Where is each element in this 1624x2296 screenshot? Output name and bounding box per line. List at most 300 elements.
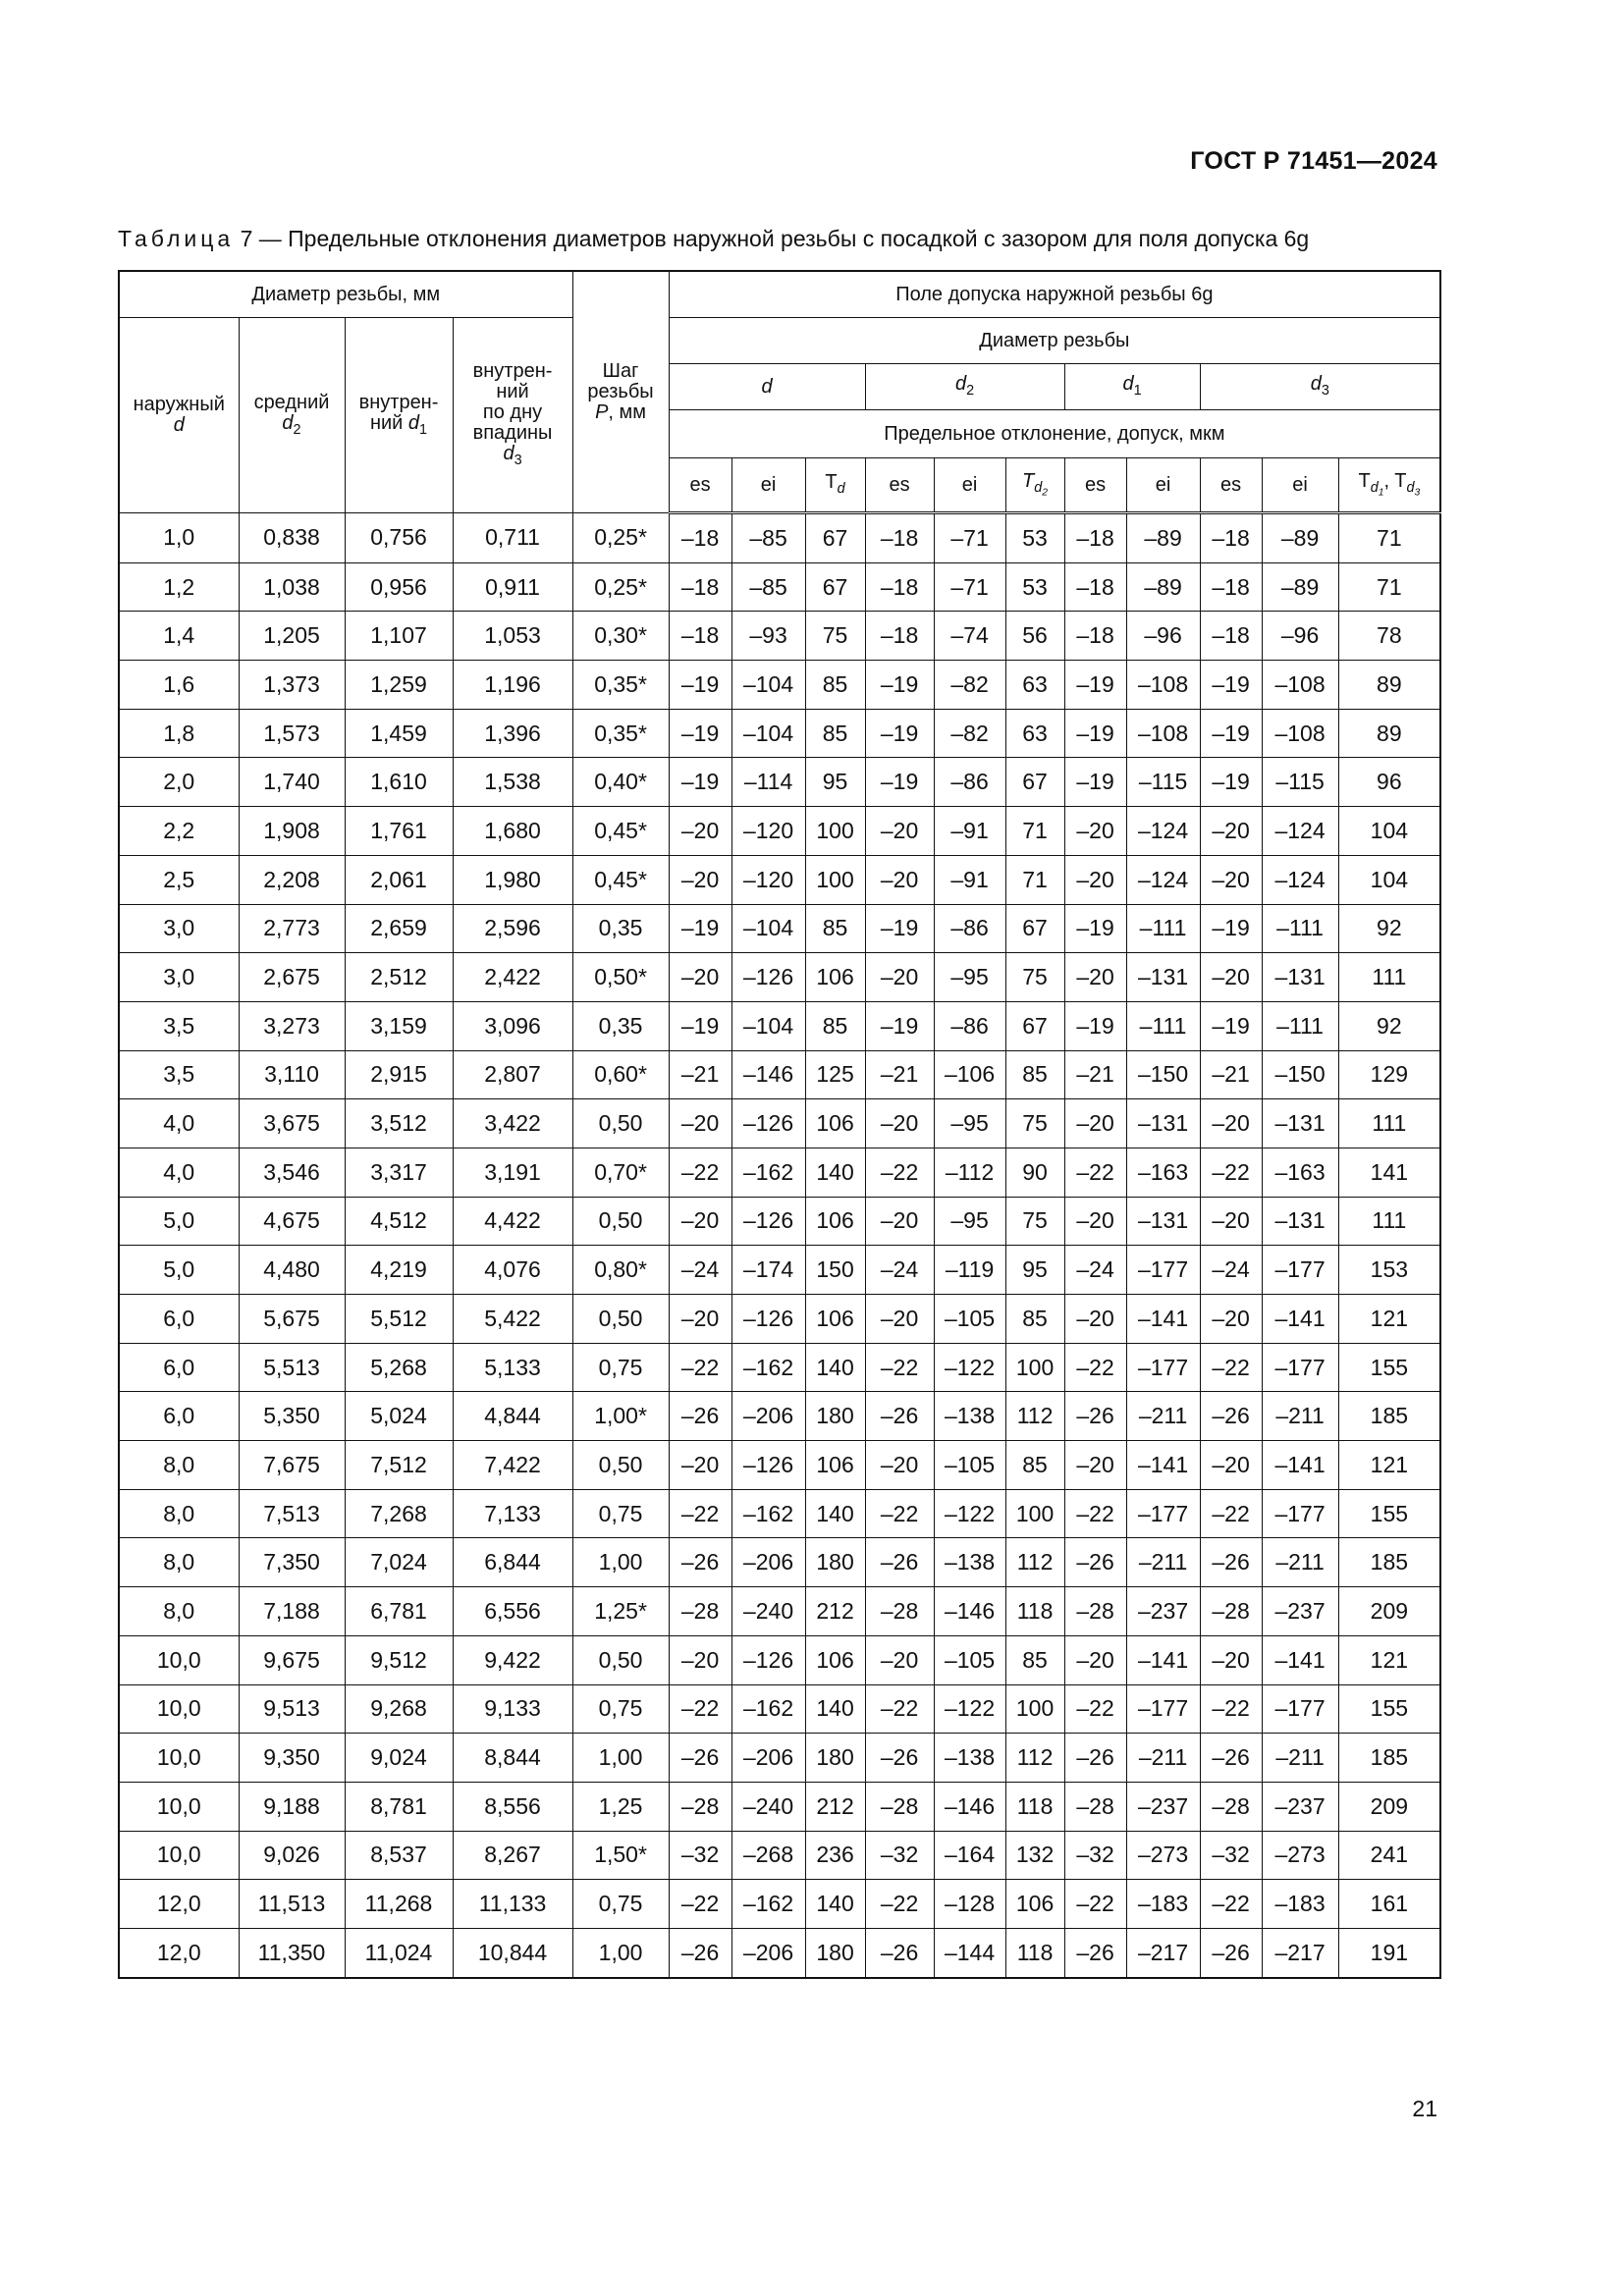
table-cell: 71	[1338, 562, 1440, 612]
table-cell: 185	[1338, 1392, 1440, 1441]
table-cell: –20	[669, 1099, 731, 1148]
table-cell: 121	[1338, 1441, 1440, 1490]
table-cell: 1,00	[572, 1928, 669, 1977]
table-cell: –20	[865, 1295, 934, 1344]
table-cell: –20	[865, 807, 934, 856]
table-cell: 85	[1005, 1635, 1064, 1684]
table-cell: –20	[1200, 1197, 1262, 1246]
table-cell: 0,45*	[572, 855, 669, 904]
table-cell: –22	[865, 1148, 934, 1197]
table-cell: –28	[1064, 1782, 1126, 1831]
table-cell: 67	[1005, 758, 1064, 807]
table-cell: 1,740	[239, 758, 345, 807]
table-cell: 1,259	[345, 661, 453, 710]
table-cell: 3,0	[119, 953, 239, 1002]
table-cell: –163	[1126, 1148, 1200, 1197]
table-cell: 155	[1338, 1489, 1440, 1538]
table-cell: –18	[1064, 562, 1126, 612]
table-cell: –19	[1064, 661, 1126, 710]
table-cell: –22	[669, 1880, 731, 1929]
table-row	[119, 953, 1440, 1002]
table-cell: –108	[1126, 661, 1200, 710]
table-cell: –89	[1126, 562, 1200, 612]
table-cell: 7,133	[453, 1489, 572, 1538]
table-cell: 1,573	[239, 709, 345, 758]
header-ei-d: ei	[731, 458, 805, 513]
header-col-d3: $d_3$	[1200, 364, 1440, 410]
table-cell: 5,024	[345, 1392, 453, 1441]
table-cell: 4,0	[119, 1099, 239, 1148]
header-tolerance-field: Поле допуска наружной резьбы 6g	[669, 271, 1440, 318]
table-cell: 9,513	[239, 1684, 345, 1734]
table-cell: 8,0	[119, 1441, 239, 1490]
table-cell: –105	[934, 1295, 1005, 1344]
table-cell: 7,422	[453, 1441, 572, 1490]
table-cell: –105	[934, 1635, 1005, 1684]
table-cell: 1,8	[119, 709, 239, 758]
table-cell: 1,761	[345, 807, 453, 856]
table-cell: 10,0	[119, 1831, 239, 1880]
table-cell: 12,0	[119, 1880, 239, 1929]
table-cell: 92	[1338, 904, 1440, 953]
table-cell: 1,6	[119, 661, 239, 710]
table-cell: –126	[731, 1295, 805, 1344]
table-cell: –131	[1262, 953, 1338, 1002]
table-cell: 3,512	[345, 1099, 453, 1148]
table-cell: 5,0	[119, 1197, 239, 1246]
table-cell: 96	[1338, 758, 1440, 807]
table-cell: –122	[934, 1489, 1005, 1538]
table-cell: 10,0	[119, 1635, 239, 1684]
table-cell: 4,512	[345, 1197, 453, 1246]
table-cell: –108	[1262, 661, 1338, 710]
table-cell: 100	[1005, 1343, 1064, 1392]
table-cell: –20	[1200, 807, 1262, 856]
table-cell: 1,50*	[572, 1831, 669, 1880]
table-cell: –237	[1262, 1587, 1338, 1636]
table-cell: 11,268	[345, 1880, 453, 1929]
table-cell: –18	[1064, 513, 1126, 563]
table-cell: 7,350	[239, 1538, 345, 1587]
table-cell: –26	[669, 1538, 731, 1587]
table-cell: 1,373	[239, 661, 345, 710]
table-caption	[118, 226, 1443, 252]
table-cell: 1,2	[119, 562, 239, 612]
table-cell: 5,0	[119, 1246, 239, 1295]
table-cell: 1,908	[239, 807, 345, 856]
table-cell: 1,25*	[572, 1587, 669, 1636]
table-cell: 8,556	[453, 1782, 572, 1831]
table-cell: –32	[669, 1831, 731, 1880]
header-outer: наружный d	[119, 318, 239, 513]
table-cell: –20	[1200, 1099, 1262, 1148]
table-cell: –138	[934, 1392, 1005, 1441]
table-cell: –268	[731, 1831, 805, 1880]
table-cell: –20	[865, 1099, 934, 1148]
table-cell: 5,133	[453, 1343, 572, 1392]
table-cell: 6,0	[119, 1392, 239, 1441]
table-cell: 7,268	[345, 1489, 453, 1538]
table-cell: –18	[1200, 562, 1262, 612]
table-cell: 67	[1005, 1001, 1064, 1050]
table-cell: 11,024	[345, 1928, 453, 1977]
table-cell: 2,2	[119, 807, 239, 856]
table-cell: –19	[865, 709, 934, 758]
table-cell: 67	[805, 562, 865, 612]
table-cell: –111	[1126, 1001, 1200, 1050]
table-cell: –26	[1064, 1734, 1126, 1783]
table-row	[119, 1099, 1440, 1148]
table-cell: 2,061	[345, 855, 453, 904]
table-cell: –138	[934, 1538, 1005, 1587]
table-cell: –22	[1064, 1684, 1126, 1734]
table-cell: 0,50	[572, 1441, 669, 1490]
header-thread-diameter: Диаметр резьбы	[669, 318, 1440, 364]
table-cell: –19	[865, 904, 934, 953]
table-cell: –126	[731, 1441, 805, 1490]
table-cell: 95	[805, 758, 865, 807]
table-cell: –19	[1200, 1001, 1262, 1050]
table-cell: –26	[669, 1392, 731, 1441]
table-row	[119, 1782, 1440, 1831]
table-cell: –26	[669, 1734, 731, 1783]
table-cell: 106	[805, 1099, 865, 1148]
table-cell: 7,188	[239, 1587, 345, 1636]
table-row	[119, 562, 1440, 612]
table-cell: 3,422	[453, 1099, 572, 1148]
table-cell: 0,60*	[572, 1050, 669, 1099]
thread-tolerance-table	[118, 270, 1441, 1979]
header-col-d2: $d_2$	[865, 364, 1064, 410]
table-row	[119, 1295, 1440, 1344]
table-cell: –26	[1064, 1392, 1126, 1441]
table-cell: 140	[805, 1489, 865, 1538]
table-cell: –22	[865, 1684, 934, 1734]
table-cell: –177	[1262, 1343, 1338, 1392]
table-cell: –124	[1126, 807, 1200, 856]
table-cell: 0,75	[572, 1684, 669, 1734]
table-cell: –211	[1126, 1538, 1200, 1587]
table-cell: 1,00	[572, 1734, 669, 1783]
table-cell: –22	[1200, 1489, 1262, 1538]
header-td2: $T_{d_2}$	[1005, 458, 1064, 513]
table-cell: –82	[934, 709, 1005, 758]
table-cell: –162	[731, 1489, 805, 1538]
table-cell: 8,267	[453, 1831, 572, 1880]
table-row	[119, 1831, 1440, 1880]
table-cell: 3,546	[239, 1148, 345, 1197]
table-cell: –183	[1126, 1880, 1200, 1929]
table-row	[119, 1001, 1440, 1050]
table-cell: –19	[1064, 709, 1126, 758]
table-cell: 0,956	[345, 562, 453, 612]
header-inner-root: внутрен- ний по дну впадины $d_3$	[453, 318, 572, 513]
table-cell: –71	[934, 562, 1005, 612]
table-cell: 0,50	[572, 1099, 669, 1148]
table-cell: –22	[1200, 1684, 1262, 1734]
table-cell: –20	[669, 1197, 731, 1246]
table-cell: –20	[669, 953, 731, 1002]
table-cell: –26	[865, 1538, 934, 1587]
table-cell: 0,75	[572, 1343, 669, 1392]
table-cell: 1,980	[453, 855, 572, 904]
table-cell: –237	[1126, 1587, 1200, 1636]
table-cell: –115	[1126, 758, 1200, 807]
table-cell: –22	[1200, 1343, 1262, 1392]
table-cell: –20	[1064, 1295, 1126, 1344]
table-cell: –19	[865, 758, 934, 807]
table-cell: –126	[731, 953, 805, 1002]
table-cell: –21	[865, 1050, 934, 1099]
table-cell: 209	[1338, 1587, 1440, 1636]
table-cell: 118	[1005, 1782, 1064, 1831]
table-cell: –95	[934, 1197, 1005, 1246]
table-cell: 1,00*	[572, 1392, 669, 1441]
table-cell: 5,268	[345, 1343, 453, 1392]
table-cell: –20	[865, 1197, 934, 1246]
table-cell: 106	[1005, 1880, 1064, 1929]
table-cell: 1,538	[453, 758, 572, 807]
table-cell: 53	[1005, 513, 1064, 563]
table-cell: –126	[731, 1197, 805, 1246]
table-cell: –240	[731, 1587, 805, 1636]
header-diameter-group: Диаметр резьбы, мм	[119, 271, 572, 318]
table-cell: –128	[934, 1880, 1005, 1929]
table-cell: 2,915	[345, 1050, 453, 1099]
table-cell: 112	[1005, 1392, 1064, 1441]
table-cell: 6,781	[345, 1587, 453, 1636]
table-cell: 75	[1005, 1197, 1064, 1246]
table-cell: –18	[669, 513, 731, 563]
table-cell: –19	[1200, 904, 1262, 953]
table-row	[119, 1489, 1440, 1538]
table-cell: 95	[1005, 1246, 1064, 1295]
table-cell: 111	[1338, 1099, 1440, 1148]
table-row	[119, 904, 1440, 953]
table-cell: –18	[865, 612, 934, 661]
table-row	[119, 661, 1440, 710]
table-cell: 4,480	[239, 1246, 345, 1295]
table-cell: –18	[1200, 612, 1262, 661]
table-cell: –162	[731, 1880, 805, 1929]
header-col-d: d	[669, 364, 865, 410]
table-cell: 1,25	[572, 1782, 669, 1831]
table-cell: –111	[1262, 1001, 1338, 1050]
header-td1-td3: $T_{d_1}$, $T_{d_3}$	[1338, 458, 1440, 513]
header-ei-d3: ei	[1262, 458, 1338, 513]
table-cell: –106	[934, 1050, 1005, 1099]
table-cell: –111	[1262, 904, 1338, 953]
table-cell: –211	[1126, 1392, 1200, 1441]
table-cell: 9,024	[345, 1734, 453, 1783]
table-cell: 4,076	[453, 1246, 572, 1295]
table-row	[119, 807, 1440, 856]
table-cell: 125	[805, 1050, 865, 1099]
table-cell: –19	[1200, 661, 1262, 710]
table-cell: 0,35*	[572, 709, 669, 758]
table-cell: –22	[1064, 1343, 1126, 1392]
table-cell: 3,5	[119, 1001, 239, 1050]
table-cell: –18	[1064, 612, 1126, 661]
table-cell: 5,422	[453, 1295, 572, 1344]
table-cell: –28	[669, 1587, 731, 1636]
table-cell: 185	[1338, 1538, 1440, 1587]
table-cell: 106	[805, 1295, 865, 1344]
table-cell: 100	[1005, 1489, 1064, 1538]
table-cell: 236	[805, 1831, 865, 1880]
table-cell: –22	[1064, 1880, 1126, 1929]
table-cell: –19	[669, 758, 731, 807]
table-cell: 89	[1338, 661, 1440, 710]
table-cell: –177	[1262, 1489, 1338, 1538]
table-cell: –20	[1064, 1197, 1126, 1246]
table-cell: 0,80*	[572, 1246, 669, 1295]
table-cell: –26	[865, 1392, 934, 1441]
table-cell: 7,675	[239, 1441, 345, 1490]
table-cell: 3,5	[119, 1050, 239, 1099]
table-cell: –24	[1064, 1246, 1126, 1295]
table-cell: –71	[934, 513, 1005, 563]
table-cell: –20	[1064, 953, 1126, 1002]
table-cell: 112	[1005, 1538, 1064, 1587]
table-cell: –146	[731, 1050, 805, 1099]
table-cell: –114	[731, 758, 805, 807]
table-cell: 180	[805, 1538, 865, 1587]
table-cell: –18	[865, 513, 934, 563]
table-cell: –177	[1126, 1343, 1200, 1392]
table-header	[119, 271, 1440, 513]
table-cell: 5,350	[239, 1392, 345, 1441]
table-cell: –28	[865, 1782, 934, 1831]
table-cell: –86	[934, 1001, 1005, 1050]
table-cell: –174	[731, 1246, 805, 1295]
table-cell: 121	[1338, 1635, 1440, 1684]
table-cell: –177	[1262, 1684, 1338, 1734]
table-cell: 75	[1005, 1099, 1064, 1148]
table-cell: –206	[731, 1538, 805, 1587]
table-cell: 2,208	[239, 855, 345, 904]
table-cell: 0,75	[572, 1489, 669, 1538]
table-cell: 0,40*	[572, 758, 669, 807]
table-cell: 10,0	[119, 1684, 239, 1734]
table-cell: 0,25*	[572, 562, 669, 612]
table-cell: 2,596	[453, 904, 572, 953]
table-cell: –18	[865, 562, 934, 612]
table-cell: –162	[731, 1343, 805, 1392]
table-cell: 85	[805, 709, 865, 758]
table-cell: –217	[1126, 1928, 1200, 1977]
table-cell: –86	[934, 758, 1005, 807]
table-cell: –26	[1064, 1928, 1126, 1977]
table-cell: 140	[805, 1343, 865, 1392]
table-cell: 241	[1338, 1831, 1440, 1880]
table-cell: –19	[1064, 904, 1126, 953]
table-cell: 140	[805, 1148, 865, 1197]
table-cell: –26	[865, 1734, 934, 1783]
table-cell: 0,50	[572, 1295, 669, 1344]
table-cell: 6,844	[453, 1538, 572, 1587]
table-row	[119, 1392, 1440, 1441]
table-cell: 0,50	[572, 1197, 669, 1246]
table-cell: 4,0	[119, 1148, 239, 1197]
table-cell: –163	[1262, 1148, 1338, 1197]
table-cell: –22	[669, 1343, 731, 1392]
table-cell: –104	[731, 904, 805, 953]
table-cell: 100	[805, 807, 865, 856]
table-cell: –89	[1262, 562, 1338, 612]
table-cell: 3,317	[345, 1148, 453, 1197]
table-cell: 9,188	[239, 1782, 345, 1831]
header-inner: внутрен- ний $d_1$	[345, 318, 453, 513]
table-row	[119, 1197, 1440, 1246]
table-cell: 180	[805, 1392, 865, 1441]
header-td: $T_d$	[805, 458, 865, 513]
table-cell: –112	[934, 1148, 1005, 1197]
table-cell: 3,0	[119, 904, 239, 953]
table-cell: 100	[1005, 1684, 1064, 1734]
table-cell: –22	[1064, 1148, 1126, 1197]
table-cell: 3,159	[345, 1001, 453, 1050]
table-cell: –19	[1064, 758, 1126, 807]
table-cell: –22	[669, 1148, 731, 1197]
table-cell: –21	[669, 1050, 731, 1099]
table-cell: 100	[805, 855, 865, 904]
table-row	[119, 758, 1440, 807]
table-cell: –108	[1126, 709, 1200, 758]
table-cell: –111	[1126, 904, 1200, 953]
table-cell: 1,038	[239, 562, 345, 612]
table-cell: –217	[1262, 1928, 1338, 1977]
table-cell: 5,512	[345, 1295, 453, 1344]
table-cell: –24	[1200, 1246, 1262, 1295]
table-cell: –141	[1126, 1635, 1200, 1684]
table-cell: 85	[805, 661, 865, 710]
table-cell: 150	[805, 1246, 865, 1295]
table-cell: –206	[731, 1734, 805, 1783]
table-cell: –19	[1200, 758, 1262, 807]
table-cell: 212	[805, 1782, 865, 1831]
table-cell: 1,680	[453, 807, 572, 856]
table-cell: –91	[934, 807, 1005, 856]
table-cell: –20	[1200, 1635, 1262, 1684]
table-cell: 0,711	[453, 513, 572, 563]
table-cell: 71	[1005, 855, 1064, 904]
table-cell: 155	[1338, 1684, 1440, 1734]
table-row	[119, 1635, 1440, 1684]
table-cell: –20	[1064, 1441, 1126, 1490]
table-cell: –18	[669, 612, 731, 661]
table-cell: –26	[865, 1928, 934, 1977]
table-body	[119, 513, 1440, 1978]
table-cell: –177	[1126, 1246, 1200, 1295]
table-cell: –183	[1262, 1880, 1338, 1929]
table-cell: –32	[1064, 1831, 1126, 1880]
table-row	[119, 1734, 1440, 1783]
table-cell: –20	[1064, 1099, 1126, 1148]
table-cell: 63	[1005, 709, 1064, 758]
table-cell: 0,75	[572, 1880, 669, 1929]
table-cell: –141	[1262, 1635, 1338, 1684]
table-cell: 104	[1338, 807, 1440, 856]
table-cell: –95	[934, 1099, 1005, 1148]
table-cell: –141	[1126, 1295, 1200, 1344]
table-cell: 129	[1338, 1050, 1440, 1099]
table-cell: 71	[1338, 513, 1440, 563]
table-cell: –22	[1200, 1880, 1262, 1929]
table-cell: –28	[1200, 1587, 1262, 1636]
table-cell: 155	[1338, 1343, 1440, 1392]
table-cell: 9,268	[345, 1684, 453, 1734]
